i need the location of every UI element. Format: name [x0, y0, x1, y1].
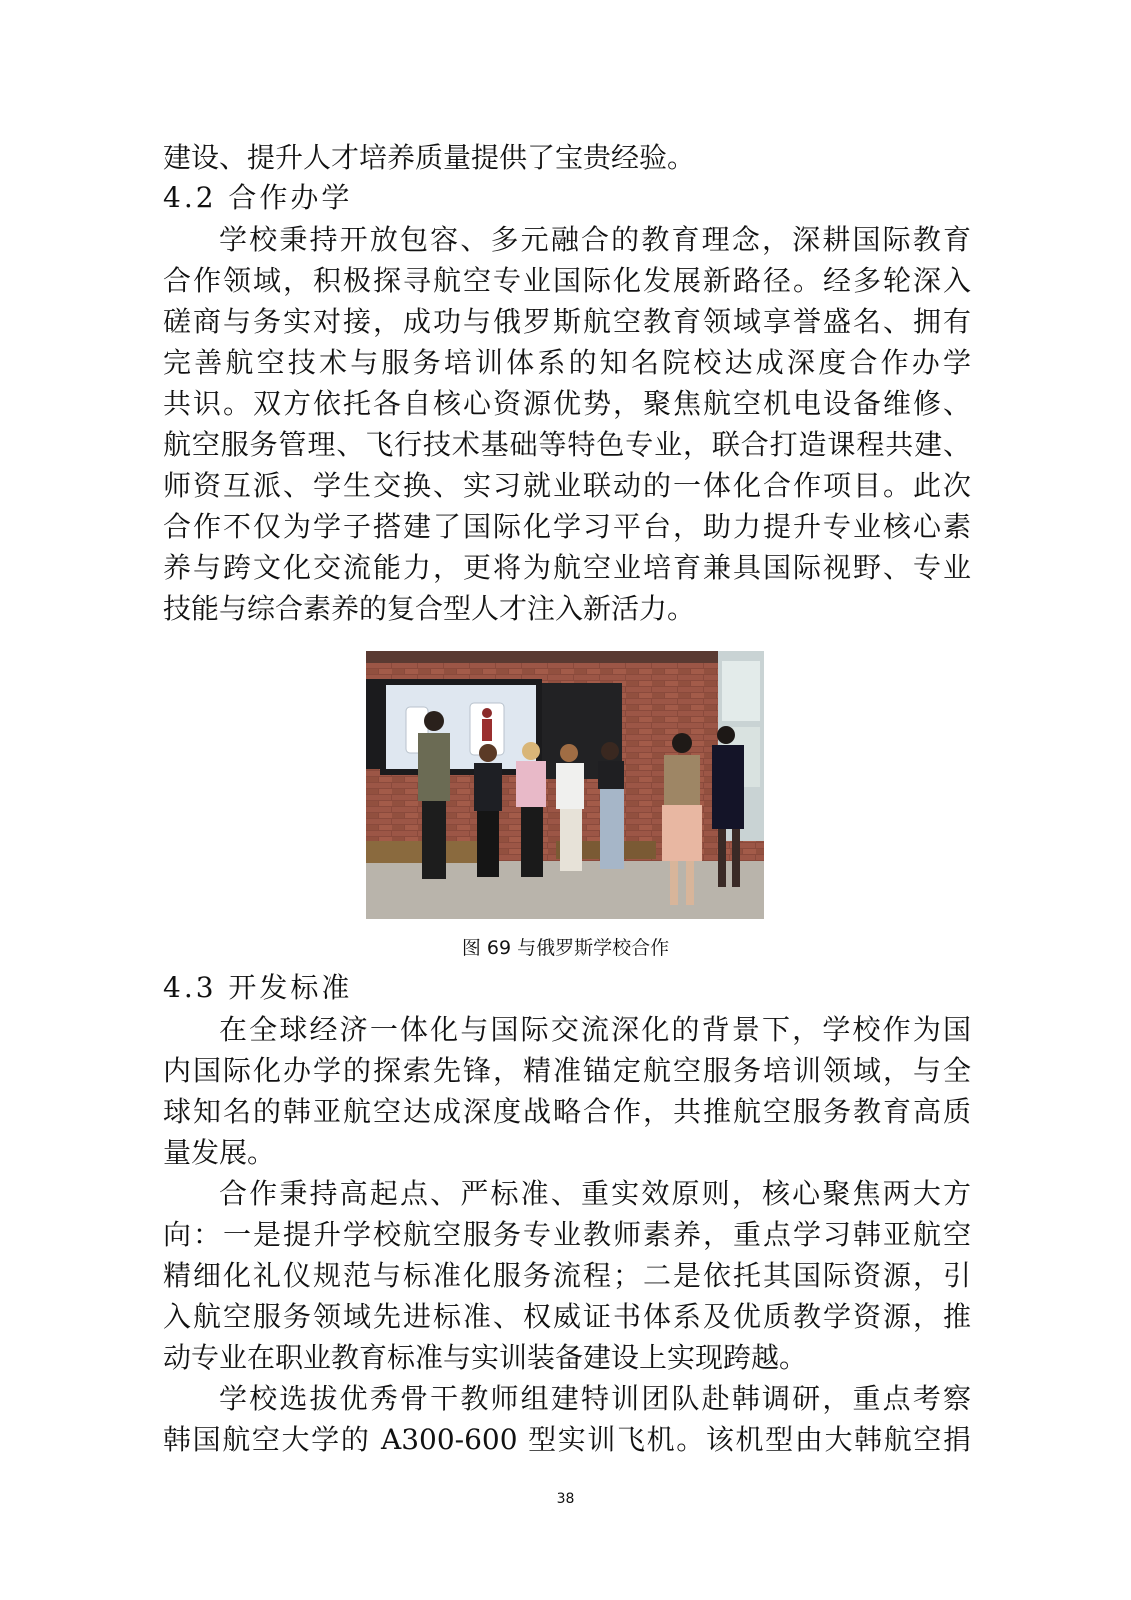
paragraph-line: 合作领域，积极探寻航空专业国际化发展新路径。经多轮深入: [163, 264, 971, 297]
paragraph-line: 学校秉持开放包容、多元融合的教育理念，深耕国际教育: [219, 223, 971, 256]
paragraph-line: 精细化礼仪规范与标准化服务流程；二是依托其国际资源，引: [163, 1259, 971, 1292]
paragraph-line: 磋商与务实对接，成功与俄罗斯航空教育领域享誉盛名、拥有: [163, 305, 971, 338]
paragraph-line: 合作不仅为学子搭建了国际化学习平台，助力提升专业核心素: [163, 510, 971, 543]
paragraph-line: 师资互派、学生交换、实习就业联动的一体化合作项目。此次: [163, 469, 971, 502]
paragraph-line: 完善航空技术与服务培训体系的知名院校达成深度合作办学: [163, 346, 971, 379]
paragraph-line: 合作秉持高起点、严标准、重实效原则，核心聚焦两大方: [219, 1177, 971, 1210]
paragraph-line: 建设、提升人才培养质量提供了宝贵经验。: [163, 141, 696, 174]
figure-caption: 图 69 与俄罗斯学校合作: [461, 937, 670, 959]
paragraph-line: 学校选拔优秀骨干教师组建特训团队赴韩调研，重点考察: [219, 1382, 971, 1415]
section-heading-4-3: 4.3 开发标准: [163, 971, 353, 1004]
paragraph-line: 航空服务管理、飞行技术基础等特色专业，联合打造课程共建、: [163, 428, 971, 461]
paragraph-line: 韩国航空大学的 A300-600 型实训飞机。该机型由大韩航空捐: [163, 1423, 971, 1456]
paragraph-line: 动专业在职业教育标准与实训装备建设上实现跨越。: [163, 1341, 808, 1374]
paragraph-line: 共识。双方依托各自核心资源优势，聚焦航空机电设备维修、: [163, 387, 971, 420]
paragraph-line: 入航空服务领域先进标准、权威证书体系及优质教学资源，推: [163, 1300, 971, 1333]
paragraph-line: 球知名的韩亚航空达成深度战略合作，共推航空服务教育高质: [163, 1095, 971, 1128]
paragraph-line: 内国际化办学的探索先锋，精准锚定航空服务培训领域，与全: [163, 1054, 971, 1087]
paragraph-line: 向：一是提升学校航空服务专业教师素养，重点学习韩亚航空: [163, 1218, 971, 1251]
paragraph-line: 量发展。: [163, 1136, 276, 1169]
paragraph-line: 技能与综合素养的复合型人才注入新活力。: [163, 592, 696, 625]
paragraph-line: 在全球经济一体化与国际交流深化的背景下，学校作为国: [219, 1013, 971, 1046]
page-number: 38: [556, 1491, 575, 1507]
photo-russian-school-cooperation: [366, 651, 764, 919]
section-heading-4-2: 4.2 合作办学: [163, 181, 353, 214]
paragraph-line: 养与跨文化交流能力，更将为航空业培育兼具国际视野、专业: [163, 551, 971, 584]
